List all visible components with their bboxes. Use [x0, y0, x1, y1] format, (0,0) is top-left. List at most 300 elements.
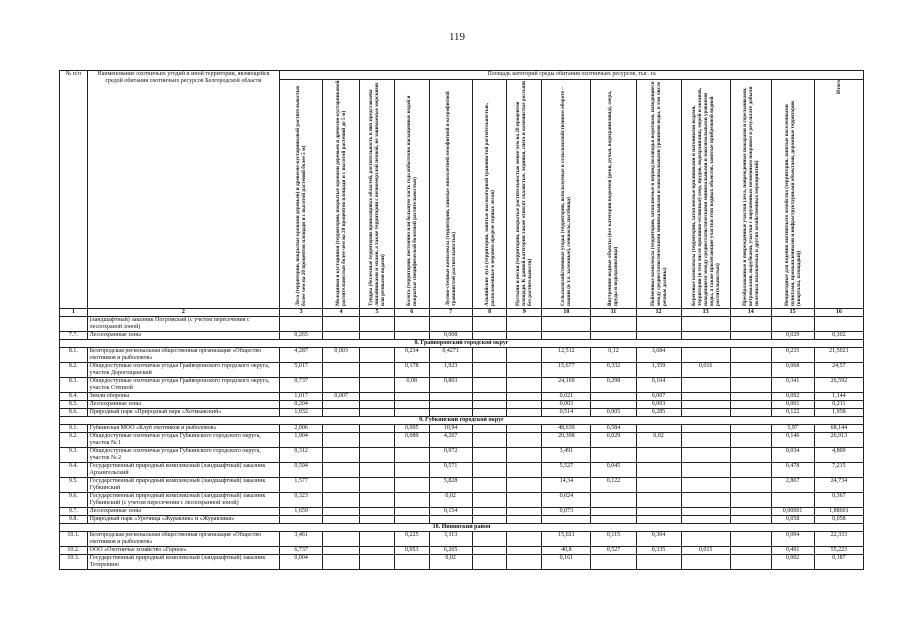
cell-value	[681, 448, 730, 463]
cell-value: 3,491	[542, 448, 591, 463]
cell-value	[591, 493, 636, 508]
cell-value	[730, 448, 771, 463]
row-name: Государственный природный комплексный (ландшафтный) заказник Тетеревино	[87, 555, 280, 570]
header-area-title: Площадь категорий среды обитания охотничьих ресурсов, тыс. га	[280, 71, 864, 80]
cell-value	[323, 363, 360, 378]
column-header-13: Береговые комплексы (территории, затопляемые приливными и нагонными водами, территории (в том числе приливно-отливные) озер, прудов, водохранилищ, морей и океанов, находящиеся между среднестатистическими минимальными и максимальными уровнями воды, а также прилегающие участки этих водных объектов, занятые прибрежной водной растительностью)	[681, 80, 730, 309]
cell-value: 0,341	[771, 378, 814, 393]
cell-value	[681, 532, 730, 547]
row-name: Общедоступные охотничьи угодья Грайворонского городского округа, участок Степной	[87, 378, 280, 393]
cell-value: 0,053	[394, 547, 429, 555]
row-number: 8.3.	[60, 378, 88, 393]
cell-value	[394, 508, 429, 516]
cell-value	[472, 433, 507, 448]
cell-value: 15,021	[542, 532, 591, 547]
cell-value	[730, 532, 771, 547]
cell-value	[636, 317, 681, 332]
cell-value	[429, 516, 472, 524]
cell-value: 0,045	[591, 463, 636, 478]
cell-value	[542, 317, 591, 332]
cell-value: 21,5021	[814, 348, 863, 363]
cell-value: 1,577	[280, 478, 323, 493]
cell-value: 0,02	[429, 555, 472, 570]
cell-value	[360, 508, 395, 516]
row-name: Лесоохранные зоны	[87, 401, 280, 409]
cell-value: 0,571	[429, 463, 472, 478]
cell-value	[681, 516, 730, 524]
column-header-12: Пойменные комплексы (территории, затопляемые в период половодья водотоков, находящиеся между среднестатистическими минимальными и максимальными уровнями воды, в том числе речные долины)	[636, 80, 681, 309]
cell-value	[507, 448, 542, 463]
cell-value	[429, 317, 472, 332]
column-number: 1	[60, 309, 88, 317]
cell-value: 68,144	[814, 425, 863, 433]
cell-value: 5,828	[429, 478, 472, 493]
cell-value	[394, 463, 429, 478]
cell-value: 0,029	[591, 433, 636, 448]
cell-value	[472, 363, 507, 378]
column-number: 14	[730, 309, 771, 317]
cell-value: 0,073	[542, 508, 591, 516]
cell-value	[507, 478, 542, 493]
column-number: 7	[429, 309, 472, 317]
column-number: 3	[280, 309, 323, 317]
cell-value: 0,737	[280, 378, 323, 393]
cell-value	[472, 493, 507, 508]
column-header-11: Внутренние водные объекты (все категории водоемов (реки, ручьи, водохранилища), озера, пруды и водохранилища)	[591, 80, 636, 309]
row-number: 9.3.	[60, 448, 88, 463]
row-name: Белгородская региональная общественная организация «Общество охотников и рыболовов»	[87, 532, 280, 547]
row-number: 8.6.	[60, 409, 88, 417]
cell-value	[323, 448, 360, 463]
cell-value: 0,089	[394, 433, 429, 448]
cell-value	[636, 516, 681, 524]
cell-value: 3,113	[429, 532, 472, 547]
column-number: 4	[323, 309, 360, 317]
cell-value: 4,809	[814, 448, 863, 463]
cell-value	[472, 393, 507, 401]
cell-value	[681, 317, 730, 332]
cell-value	[507, 401, 542, 409]
cell-value: 0,972	[429, 448, 472, 463]
cell-value	[323, 409, 360, 417]
cell-value: 22,333	[814, 532, 863, 547]
cell-value	[360, 348, 395, 363]
cell-value	[360, 317, 395, 332]
cell-value	[507, 363, 542, 378]
column-number: 13	[681, 309, 730, 317]
cell-value	[507, 555, 542, 570]
row-name: Земли обороны	[87, 393, 280, 401]
cell-value: 0,491	[771, 547, 814, 555]
page-number: 119	[448, 31, 466, 43]
cell-value	[730, 555, 771, 570]
cell-value	[323, 401, 360, 409]
cell-value: 55,223	[814, 547, 863, 555]
cell-value: 12,512	[542, 348, 591, 363]
row-number: 9.1.	[60, 425, 88, 433]
table-row	[60, 363, 864, 378]
cell-value	[360, 425, 395, 433]
section-row	[60, 417, 864, 425]
cell-value: 0,367	[814, 493, 863, 508]
cell-value	[472, 463, 507, 478]
cell-value	[730, 363, 771, 378]
cell-value	[280, 317, 323, 332]
cell-value	[681, 478, 730, 493]
row-number: 8.1.	[60, 348, 88, 363]
cell-value	[681, 409, 730, 417]
column-number: 8	[472, 309, 507, 317]
cell-value	[542, 332, 591, 340]
row-number: 8.4.	[60, 393, 88, 401]
cell-value: 0,312	[280, 448, 323, 463]
cell-value	[323, 555, 360, 570]
cell-value	[360, 532, 395, 547]
row-number: 9.4.	[60, 463, 88, 478]
table-row	[60, 478, 864, 493]
cell-value: 0,015	[681, 547, 730, 555]
cell-value	[636, 555, 681, 570]
cell-value: 0,146	[771, 433, 814, 448]
cell-value	[323, 516, 360, 524]
cell-value	[323, 532, 360, 547]
cell-value: 0,08	[394, 378, 429, 393]
cell-value: 1,017	[280, 393, 323, 401]
cell-value	[636, 448, 681, 463]
column-header-6: Болота (территории, постоянно или большую часть года избыточно насыщенные водой и покрытые специфической болотной растительностью)	[394, 80, 429, 309]
row-number: 8.2.	[60, 363, 88, 378]
cell-value: 0,005	[591, 409, 636, 417]
cell-value	[730, 493, 771, 508]
cell-value: 0,225	[394, 532, 429, 547]
cell-value	[323, 478, 360, 493]
cell-value: 1,904	[280, 433, 323, 448]
cell-value	[360, 478, 395, 493]
cell-value: 4,287	[280, 348, 323, 363]
cell-value: 6,265	[429, 547, 472, 555]
cell-value: 0,094	[771, 532, 814, 547]
cell-value: 0,029	[771, 332, 814, 340]
cell-value	[360, 332, 395, 340]
row-number: 9.7.	[60, 508, 88, 516]
cell-value	[507, 332, 542, 340]
cell-value	[472, 555, 507, 570]
cell-value	[507, 463, 542, 478]
cell-value: 40,8	[542, 547, 591, 555]
cell-value	[507, 508, 542, 516]
cell-value	[360, 433, 395, 448]
cell-value	[360, 393, 395, 401]
cell-value	[360, 516, 395, 524]
cell-value	[681, 378, 730, 393]
cell-value	[507, 547, 542, 555]
table-row	[60, 433, 864, 448]
cell-value: 0,001	[771, 401, 814, 409]
cell-value: 0,02	[429, 493, 472, 508]
row-name: Губкинская МОО «Клуб охотников и рыболовов»	[87, 425, 280, 433]
cell-value: 0,007	[636, 393, 681, 401]
cell-value	[360, 555, 395, 570]
row-number: 8.5.	[60, 401, 88, 409]
cell-value	[472, 508, 507, 516]
column-number: 5	[360, 309, 395, 317]
cell-value	[323, 317, 360, 332]
section-row	[60, 340, 864, 348]
row-name: Государственный природный комплексный (ландшафтный) заказник Губкинский (с учетом пересечения с лесоохранной зоной)	[87, 493, 280, 508]
cell-value	[681, 463, 730, 478]
cell-value: 0,007	[323, 393, 360, 401]
cell-value: 0,187	[814, 555, 863, 570]
cell-value: 0,302	[814, 332, 863, 340]
cell-value	[360, 401, 395, 409]
cell-value: 0,02	[636, 433, 681, 448]
cell-value	[360, 409, 395, 417]
cell-value: 0,034	[771, 448, 814, 463]
cell-value: 1,144	[814, 393, 863, 401]
row-name: Лесоохранные зоны	[87, 332, 280, 340]
cell-value	[472, 401, 507, 409]
cell-value	[429, 401, 472, 409]
cell-value: 1,032	[280, 409, 323, 417]
habitat-area-table	[59, 70, 864, 570]
cell-value	[323, 463, 360, 478]
cell-value: 0,285	[636, 409, 681, 417]
cell-value	[591, 401, 636, 409]
cell-value: 0,058	[771, 516, 814, 524]
cell-value	[394, 555, 429, 570]
table-row	[60, 547, 864, 555]
cell-value	[591, 317, 636, 332]
row-name: Белгородская региональная общественная организация «Общество охотников и рыболовов»	[87, 348, 280, 363]
cell-value	[472, 332, 507, 340]
cell-value	[360, 493, 395, 508]
cell-value	[681, 508, 730, 516]
table-row	[60, 508, 864, 516]
cell-value: 0,178	[394, 363, 429, 378]
section-title: 8. Грайворонский городской округ	[60, 340, 864, 348]
column-header-8: Альпийские луга (территории, занятые высокогорной травянистой растительностью, расположенные в верхнем пределе горных лесов)	[472, 80, 507, 309]
cell-value	[507, 493, 542, 508]
cell-value	[636, 463, 681, 478]
cell-value: 0,122	[591, 478, 636, 493]
cell-value	[730, 463, 771, 478]
row-number: 9.8.	[60, 516, 88, 524]
row-name: Природный парк «Урочища «Журавлик» и «Журавлики»	[87, 516, 280, 524]
table-row	[60, 516, 864, 524]
row-number: 10.3.	[60, 555, 88, 570]
cell-value: 14,34	[542, 478, 591, 493]
cell-value	[507, 393, 542, 401]
cell-value	[360, 378, 395, 393]
cell-value	[472, 378, 507, 393]
cell-value	[507, 425, 542, 433]
cell-value: 5,527	[542, 463, 591, 478]
row-name: Общедоступные охотничьи угодья Грайворонского городского округа, участок Дорогощанский	[87, 363, 280, 378]
cell-value	[730, 409, 771, 417]
cell-value: 0,122	[771, 409, 814, 417]
column-header-5: Тундры (безлесные территории приполярных областей, растительность в них представлена лишайниками и мхами, а также территории с вечномерзлой почвой, не занимаемые морскими или речными водами)	[360, 80, 395, 309]
column-header-10: Сельскохозяйственные угодья (территории, используемые в сельскохозяйственном обороте – пашни (в т.ч. залежные), сенокосы, пастбища)	[542, 80, 591, 309]
cell-value: 0,003	[636, 401, 681, 409]
cell-value	[730, 348, 771, 363]
cell-value	[323, 508, 360, 516]
cell-value: 24,57	[814, 363, 863, 378]
table-row	[60, 393, 864, 401]
row-name: Общедоступные охотничьи угодья Губкинского городского округа, участок № 2	[87, 448, 280, 463]
cell-value	[507, 532, 542, 547]
cell-value	[636, 332, 681, 340]
table-row	[60, 332, 864, 340]
table-row	[60, 493, 864, 508]
column-number: 6	[394, 309, 429, 317]
column-header-9: Пустыни и пески (территории, покрытые растительностью менее чем на 20 процентов площади. К данной категории также относят скалистые, ледники, снега и каменистые россыпи без растительности)	[507, 80, 542, 309]
cell-value: 0,104	[636, 378, 681, 393]
cell-value: 0,332	[591, 363, 636, 378]
cell-value: 0,863	[429, 378, 472, 393]
cell-value: 4,267	[429, 433, 472, 448]
table-row	[60, 448, 864, 463]
cell-value	[394, 478, 429, 493]
cell-value	[507, 378, 542, 393]
column-header-14: Преобразованные и поврежденные участки (леса, поврежденные пожарами и горельниками, ветровалами, вырубками, участки с нарушенным почвенным покровом в результате добычи полезных ископаемых и других хозяйственных мероприятий)	[730, 80, 771, 309]
cell-value	[507, 317, 542, 332]
cell-value: 0,003	[323, 348, 360, 363]
cell-value: 0,024	[542, 493, 591, 508]
cell-value	[730, 378, 771, 393]
cell-value: 1,958	[814, 409, 863, 417]
section-title: 9. Губкинский городской округ	[60, 417, 864, 425]
cell-value: 0,002	[771, 555, 814, 570]
cell-value: 0,068	[771, 363, 814, 378]
cell-value	[394, 516, 429, 524]
cell-value: 1,88601	[814, 508, 863, 516]
cell-value	[636, 508, 681, 516]
cell-value: 15,677	[542, 363, 591, 378]
cell-value	[323, 547, 360, 555]
row-number: 9.5.	[60, 478, 88, 493]
cell-value: 0,265	[280, 332, 323, 340]
cell-value: 0,584	[591, 425, 636, 433]
cell-value	[730, 332, 771, 340]
column-number: 10	[542, 309, 591, 317]
row-name: Природный парк «Природный парк «Хотмыжский»	[87, 409, 280, 417]
cell-value	[323, 425, 360, 433]
section-row	[60, 524, 864, 532]
cell-value	[507, 409, 542, 417]
cell-value	[394, 317, 429, 332]
cell-value	[730, 516, 771, 524]
column-header-3: Леса (территории, покрытые кронами деревьев) и древесно-кустарниковой растительностью более чем на 20 процентов площади и с высотой растений более 5 м)	[280, 80, 323, 309]
cell-value	[323, 332, 360, 340]
cell-value	[730, 547, 771, 555]
cell-value: 5,017	[280, 363, 323, 378]
cell-value	[591, 448, 636, 463]
cell-value	[394, 332, 429, 340]
cell-value	[394, 409, 429, 417]
cell-value	[472, 317, 507, 332]
cell-value: 1,359	[636, 363, 681, 378]
column-number: 15	[771, 309, 814, 317]
cell-value: 20,398	[542, 433, 591, 448]
cell-value: 0,003	[542, 401, 591, 409]
cell-value: 48,639	[542, 425, 591, 433]
cell-value: 26,592	[814, 378, 863, 393]
cell-value	[730, 401, 771, 409]
cell-value: 0,12	[591, 348, 636, 363]
cell-value	[472, 532, 507, 547]
cell-value	[472, 478, 507, 493]
cell-value	[681, 393, 730, 401]
cell-value	[472, 425, 507, 433]
cell-value	[730, 433, 771, 448]
row-number: 10.2.	[60, 547, 88, 555]
cell-value: 0,514	[542, 409, 591, 417]
cell-value	[472, 448, 507, 463]
cell-value	[771, 317, 814, 332]
cell-value	[730, 393, 771, 401]
cell-value	[681, 433, 730, 448]
column-header-15: Непригодные для ведения охотничьего хозяйства (территории, занятые населенными пунктами, промышленными и инфраструктурными объектами, дорожные территории (кварталы, площадки))	[771, 80, 814, 309]
table-row	[60, 463, 864, 478]
column-header-4: Молодняки и кустарники (территории, покрытые кронами деревьев и древесно-кустарниковой растительностью более чем на 20 процентов площади и с высотой растений до 5 м)	[323, 80, 360, 309]
cell-value: 6,737	[280, 547, 323, 555]
cell-value	[360, 363, 395, 378]
cell-value	[591, 393, 636, 401]
table-row	[60, 425, 864, 433]
cell-value	[591, 516, 636, 524]
row-number	[60, 317, 88, 332]
cell-value	[681, 332, 730, 340]
cell-value: 7,215	[814, 463, 863, 478]
cell-value	[323, 378, 360, 393]
table-row	[60, 401, 864, 409]
cell-value	[360, 547, 395, 555]
cell-value: 0,4271	[429, 348, 472, 363]
cell-value: 1,923	[429, 363, 472, 378]
cell-value: 3,684	[636, 348, 681, 363]
cell-value	[636, 493, 681, 508]
row-number: 9.2.	[60, 433, 88, 448]
row-name: Общедоступные охотничьи угодья Губкинского городского округа, участок № 1	[87, 433, 280, 448]
cell-value	[730, 425, 771, 433]
table-row	[60, 555, 864, 570]
cell-value	[591, 332, 636, 340]
cell-value	[591, 555, 636, 570]
cell-value	[472, 348, 507, 363]
table-row	[60, 348, 864, 363]
cell-value	[507, 433, 542, 448]
cell-value	[394, 393, 429, 401]
row-name: Государственный природный комплексный (ландшафтный) заказник Губкинский	[87, 478, 280, 493]
cell-value	[681, 555, 730, 570]
cell-value	[323, 493, 360, 508]
cell-value: 0,004	[280, 555, 323, 570]
cell-value	[681, 493, 730, 508]
cell-value: 24,169	[542, 378, 591, 393]
cell-value: 0,154	[429, 508, 472, 516]
cell-value: 0,323	[280, 493, 323, 508]
table-row	[60, 317, 864, 332]
cell-value: 26,913	[814, 433, 863, 448]
cell-value	[730, 317, 771, 332]
row-name: ООО «Охотничье хозяйство «Горное»	[87, 547, 280, 555]
cell-value: 0,00001	[771, 508, 814, 516]
column-number: 12	[636, 309, 681, 317]
column-header-7: Лугово-степные комплексы (территории, занятые многолетней мезофитной и ксерофитной травянистой растительностью)	[429, 80, 472, 309]
cell-value	[542, 516, 591, 524]
cell-value: 0,478	[771, 463, 814, 478]
column-number: 9	[507, 309, 542, 317]
